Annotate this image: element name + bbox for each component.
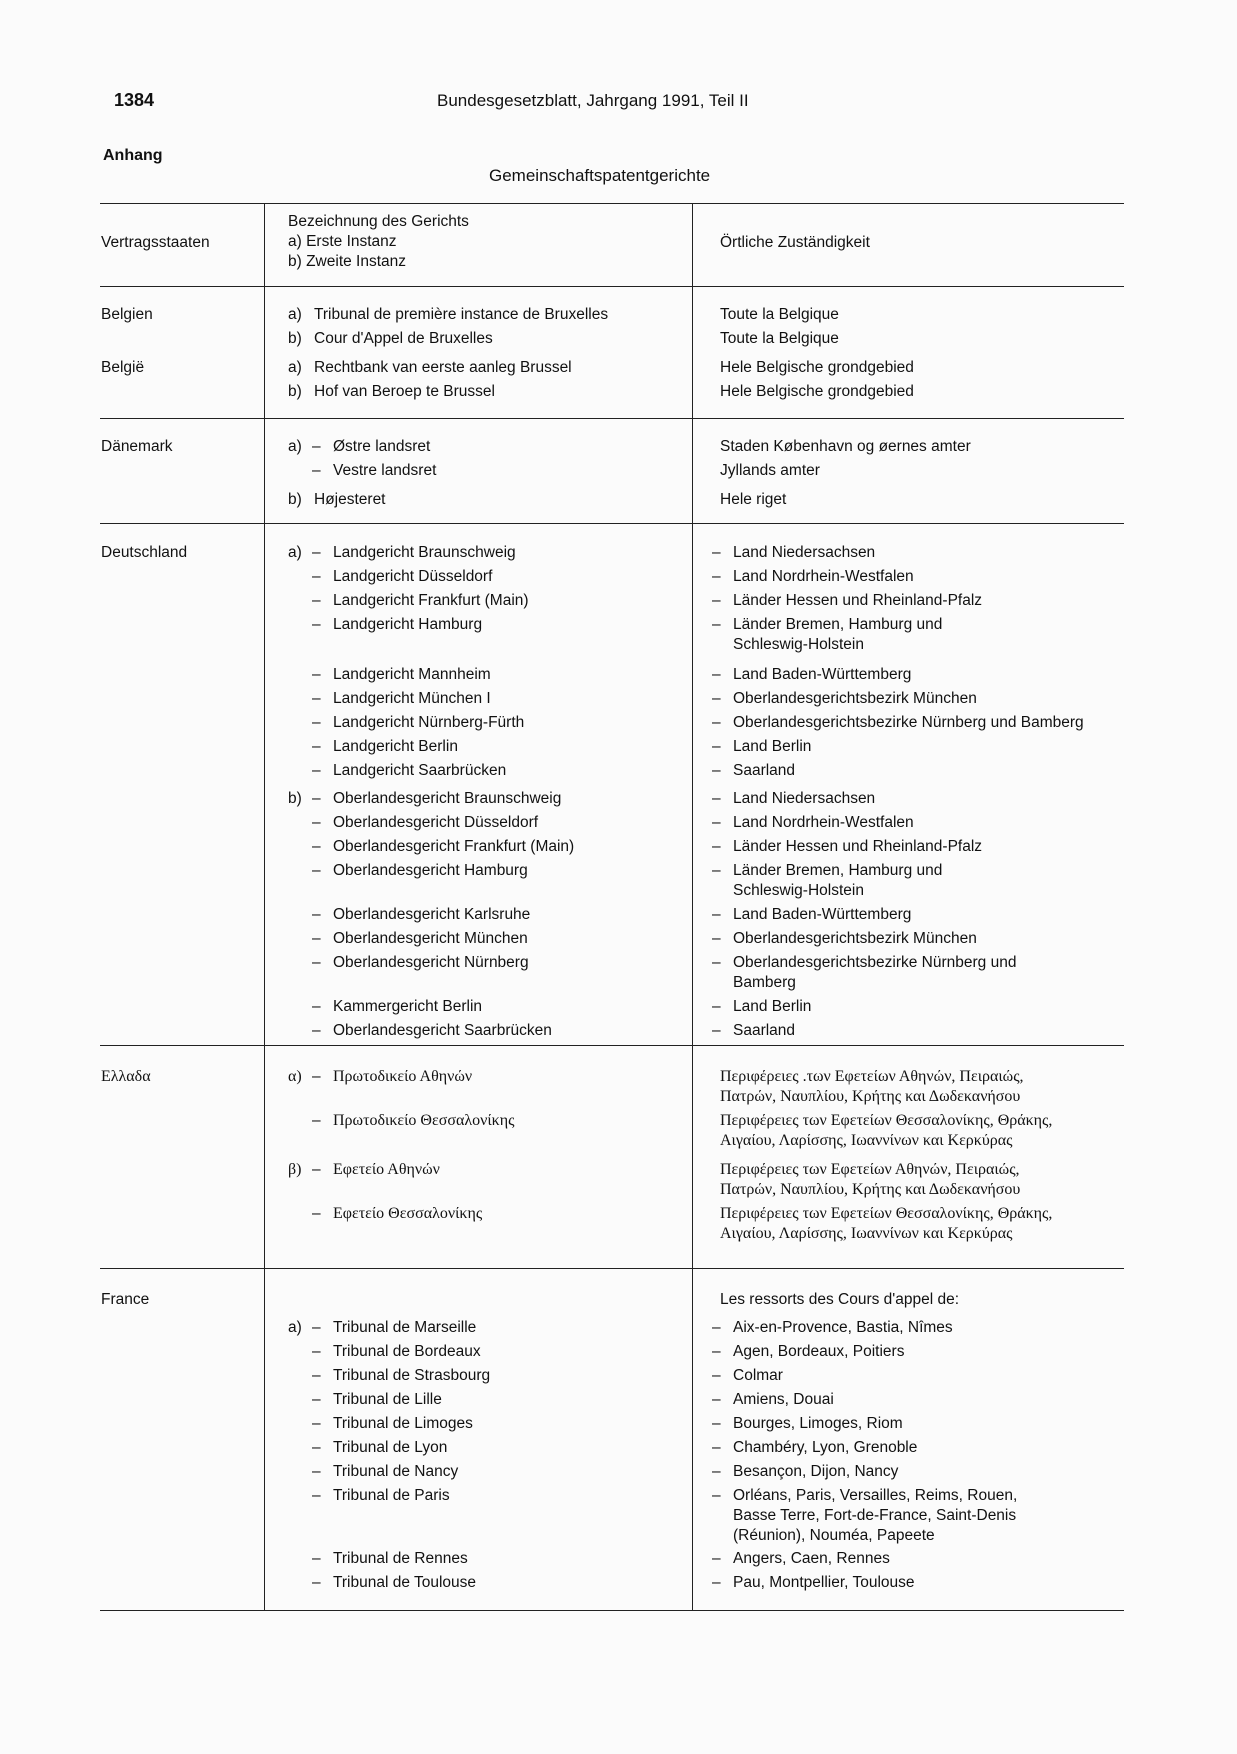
court-name: Oberlandesgericht Braunschweig	[333, 790, 562, 807]
dash: –	[712, 592, 721, 609]
jurisdiction: Hele Belgische grondgebied	[720, 383, 914, 400]
dash: –	[312, 462, 321, 479]
court-name: Østre landsret	[333, 438, 431, 455]
court-name: Tribunal de première instance de Bruxelles	[314, 306, 609, 323]
court-name: Landgericht München I	[333, 690, 491, 707]
dash: –	[712, 1343, 721, 1360]
dash: –	[712, 1550, 721, 1567]
court-name: Hof van Beroep te Brussel	[314, 383, 495, 400]
dash: –	[312, 906, 321, 923]
running-title: Bundesgesetzblatt, Jahrgang 1991, Teil II	[437, 91, 749, 110]
dash: –	[312, 1319, 321, 1336]
dash: –	[712, 738, 721, 755]
court-name: Oberlandesgericht Düsseldorf	[333, 814, 539, 831]
jurisdiction: Περιφέρειες των Εφετείων Θεσσαλονίκης, Θράκης,	[720, 1112, 1053, 1129]
dash: –	[712, 998, 721, 1015]
jurisdiction: Länder Bremen, Hamburg und	[733, 616, 943, 633]
dash: –	[312, 592, 321, 609]
dash: –	[712, 1463, 721, 1480]
dash: –	[712, 1367, 721, 1384]
court-name: Cour d'Appel de Bruxelles	[314, 330, 493, 347]
dash: –	[712, 666, 721, 683]
jurisdiction: Chambéry, Lyon, Grenoble	[733, 1439, 918, 1456]
jurisdiction: Αιγαίου, Λαρίσσης, Ιωαννίνων και Κερκύρας	[720, 1132, 1013, 1149]
jurisdiction: Basse Terre, Fort-de-France, Saint-Denis	[733, 1507, 1017, 1524]
state-name: France	[101, 1291, 150, 1308]
dash: –	[312, 1343, 321, 1360]
state-name: België	[101, 359, 145, 376]
col-header-court-a: a) Erste Instanz	[288, 233, 397, 250]
dash: –	[312, 738, 321, 755]
section-label: Anhang	[103, 147, 163, 164]
dash: –	[712, 790, 721, 807]
state-name: Ελλαδα	[101, 1068, 151, 1085]
dash: –	[312, 930, 321, 947]
instance-label: a)	[288, 306, 302, 323]
jurisdiction: Toute la Belgique	[720, 306, 839, 323]
dash: –	[312, 1022, 321, 1039]
state-name: Belgien	[101, 306, 153, 323]
dash: –	[712, 1319, 721, 1336]
jurisdiction: Staden København og øernes amter	[720, 438, 971, 455]
jurisdiction: Land Berlin	[733, 998, 812, 1015]
instance-label: b)	[288, 491, 302, 508]
dash: –	[312, 1112, 321, 1129]
jurisdiction: Land Baden-Württemberg	[733, 906, 912, 923]
col-header-states: Vertragsstaaten	[101, 234, 210, 251]
jurisdiction: Oberlandesgerichtsbezirke Nürnberg und Bamberg	[733, 714, 1084, 731]
court-name: Landgericht Berlin	[333, 738, 458, 755]
court-name: Tribunal de Toulouse	[333, 1574, 477, 1591]
court-name: Landgericht Saarbrücken	[333, 762, 507, 779]
court-name: Tribunal de Bordeaux	[333, 1343, 481, 1360]
court-name: Εφετείο Αθηνών	[333, 1161, 440, 1178]
jurisdiction: Saarland	[733, 1022, 796, 1039]
dash: –	[712, 862, 721, 879]
court-name: Tribunal de Limoges	[333, 1415, 473, 1432]
court-name: Landgericht Frankfurt (Main)	[333, 592, 529, 609]
court-name: Tribunal de Nancy	[333, 1463, 459, 1480]
court-name: Tribunal de Marseille	[333, 1319, 477, 1336]
jurisdiction: Aix-en-Provence, Bastia, Nîmes	[733, 1319, 953, 1336]
instance-label: β)	[288, 1161, 302, 1178]
jurisdiction: Länder Hessen und Rheinland-Pfalz	[733, 592, 983, 609]
jurisdiction: Hele Belgische grondgebied	[720, 359, 914, 376]
jurisdiction: Περιφέρειες των Εφετείων Αθηνών, Πειραιώς,	[720, 1161, 1020, 1178]
court-name: Landgericht Hamburg	[333, 616, 483, 633]
dash: –	[712, 762, 721, 779]
court-name: Landgericht Nürnberg-Fürth	[333, 714, 525, 731]
jurisdiction: Jyllands amter	[720, 462, 820, 479]
jurisdiction: Land Baden-Württemberg	[733, 666, 912, 683]
dash: –	[312, 666, 321, 683]
court-name: Tribunal de Rennes	[333, 1550, 468, 1567]
dash: –	[712, 1391, 721, 1408]
instance-label: a)	[288, 544, 302, 561]
jurisdiction: Toute la Belgique	[720, 330, 839, 347]
jurisdiction: Bamberg	[733, 974, 796, 991]
court-name: Oberlandesgericht Hamburg	[333, 862, 528, 879]
court-name: Πρωτοδικείο Αθηνών	[333, 1068, 473, 1085]
dash: –	[312, 568, 321, 585]
jurisdiction: Land Berlin	[733, 738, 812, 755]
court-name: Tribunal de Paris	[333, 1487, 450, 1504]
dash: –	[312, 438, 321, 455]
court-name: Εφετείο Θεσσαλονίκης	[333, 1205, 483, 1222]
instance-label: b)	[288, 790, 302, 807]
dash: –	[312, 814, 321, 831]
jurisdiction: Πατρών, Ναυπλίου, Κρήτης και Δωδεκανήσου	[720, 1088, 1021, 1105]
instance-label: a)	[288, 1319, 302, 1336]
dash: –	[312, 838, 321, 855]
dash: –	[312, 1205, 321, 1222]
court-name: Landgericht Düsseldorf	[333, 568, 493, 585]
dash: –	[312, 1161, 321, 1178]
dash: –	[312, 1391, 321, 1408]
dash: –	[312, 1463, 321, 1480]
instance-label: b)	[288, 383, 302, 400]
dash: –	[312, 998, 321, 1015]
col-header-court: Bezeichnung des Gerichts	[288, 213, 469, 230]
instance-label: α)	[288, 1068, 302, 1085]
court-name: Oberlandesgericht Saarbrücken	[333, 1022, 552, 1039]
jurisdiction: Colmar	[733, 1367, 783, 1384]
jurisdiction: Πατρών, Ναυπλίου, Κρήτης και Δωδεκανήσου	[720, 1181, 1021, 1198]
jurisdiction: (Réunion), Nouméa, Papeete	[733, 1527, 935, 1544]
dash: –	[312, 1439, 321, 1456]
col-header-jurisdiction: Örtliche Zuständigkeit	[720, 234, 870, 251]
court-name: Oberlandesgericht München	[333, 930, 528, 947]
court-name: Tribunal de Lille	[333, 1391, 442, 1408]
dash: –	[312, 690, 321, 707]
court-name: Oberlandesgericht Karlsruhe	[333, 906, 531, 923]
jurisdiction: Agen, Bordeaux, Poitiers	[733, 1343, 905, 1360]
instance-label: a)	[288, 438, 302, 455]
court-name: Tribunal de Lyon	[333, 1439, 448, 1456]
jurisdiction: Orléans, Paris, Versailles, Reims, Rouen,	[733, 1487, 1018, 1504]
instance-label: a)	[288, 359, 302, 376]
court-name: Πρωτοδικείο Θεσσαλονίκης	[333, 1112, 515, 1129]
court-name: Oberlandesgericht Nürnberg	[333, 954, 529, 971]
court-name: Landgericht Mannheim	[333, 666, 491, 683]
jurisdiction: Land Niedersachsen	[733, 544, 876, 561]
jurisdiction: Länder Bremen, Hamburg und	[733, 862, 943, 879]
jurisdiction: Περιφέρειες των Εφετείων Θεσσαλονίκης, Θράκης,	[720, 1205, 1053, 1222]
instance-label: b)	[288, 330, 302, 347]
dash: –	[712, 1487, 721, 1504]
dash: –	[712, 1439, 721, 1456]
dash: –	[712, 1574, 721, 1591]
dash: –	[712, 838, 721, 855]
dash: –	[712, 544, 721, 561]
jurisdiction: Pau, Montpellier, Toulouse	[733, 1574, 915, 1591]
jurisdiction: Saarland	[733, 762, 796, 779]
jurisdiction: Schleswig-Holstein	[733, 882, 864, 899]
court-name: Højesteret	[314, 491, 386, 508]
dash: –	[312, 1415, 321, 1432]
dash: –	[712, 930, 721, 947]
court-name: Rechtbank van eerste aanleg Brussel	[314, 359, 572, 376]
dash: –	[712, 714, 721, 731]
dash: –	[312, 1367, 321, 1384]
dash: –	[712, 568, 721, 585]
court-name: Landgericht Braunschweig	[333, 544, 516, 561]
state-name: Deutschland	[101, 544, 188, 561]
jurisdiction: Land Nordrhein-Westfalen	[733, 814, 914, 831]
jurisdiction-intro: Les ressorts des Cours d'appel de:	[720, 1291, 960, 1308]
jurisdiction: Schleswig-Holstein	[733, 636, 864, 653]
court-name: Oberlandesgericht Frankfurt (Main)	[333, 838, 575, 855]
court-name: Tribunal de Strasbourg	[333, 1367, 491, 1384]
jurisdiction: Angers, Caen, Rennes	[733, 1550, 890, 1567]
court-name: Vestre landsret	[333, 462, 437, 479]
dash: –	[712, 814, 721, 831]
dash: –	[712, 690, 721, 707]
state-name: Dänemark	[101, 438, 173, 455]
dash: –	[312, 862, 321, 879]
dash: –	[712, 906, 721, 923]
jurisdiction: Amiens, Douai	[733, 1391, 834, 1408]
dash: –	[712, 954, 721, 971]
jurisdiction: Land Niedersachsen	[733, 790, 876, 807]
jurisdiction: Αιγαίου, Λαρίσσης, Ιωαννίνων και Κερκύρας	[720, 1225, 1013, 1242]
page-number: 1384	[114, 90, 155, 110]
court-name: Kammergericht Berlin	[333, 998, 483, 1015]
dash: –	[312, 544, 321, 561]
jurisdiction: Land Nordrhein-Westfalen	[733, 568, 914, 585]
dash: –	[312, 762, 321, 779]
dash: –	[312, 1068, 321, 1085]
dash: –	[712, 1415, 721, 1432]
jurisdiction: Περιφέρειες .των Εφετείων Αθηνών, Πειραιώς,	[720, 1068, 1024, 1085]
dash: –	[312, 954, 321, 971]
dash: –	[312, 714, 321, 731]
jurisdiction: Oberlandesgerichtsbezirke Nürnberg und	[733, 954, 1017, 971]
dash: –	[312, 790, 321, 807]
dash: –	[312, 1574, 321, 1591]
jurisdiction: Länder Hessen und Rheinland-Pfalz	[733, 838, 983, 855]
dash: –	[312, 1550, 321, 1567]
jurisdiction: Oberlandesgerichtsbezirk München	[733, 690, 977, 707]
table-title: Gemeinschaftspatentgerichte	[489, 166, 711, 185]
jurisdiction: Hele riget	[720, 491, 787, 508]
col-header-court-b: b) Zweite Instanz	[288, 253, 407, 270]
jurisdiction: Besançon, Dijon, Nancy	[733, 1463, 899, 1480]
dash: –	[712, 616, 721, 633]
dash: –	[312, 616, 321, 633]
jurisdiction: Bourges, Limoges, Riom	[733, 1415, 903, 1432]
dash: –	[312, 1487, 321, 1504]
jurisdiction: Oberlandesgerichtsbezirk München	[733, 930, 977, 947]
dash: –	[712, 1022, 721, 1039]
